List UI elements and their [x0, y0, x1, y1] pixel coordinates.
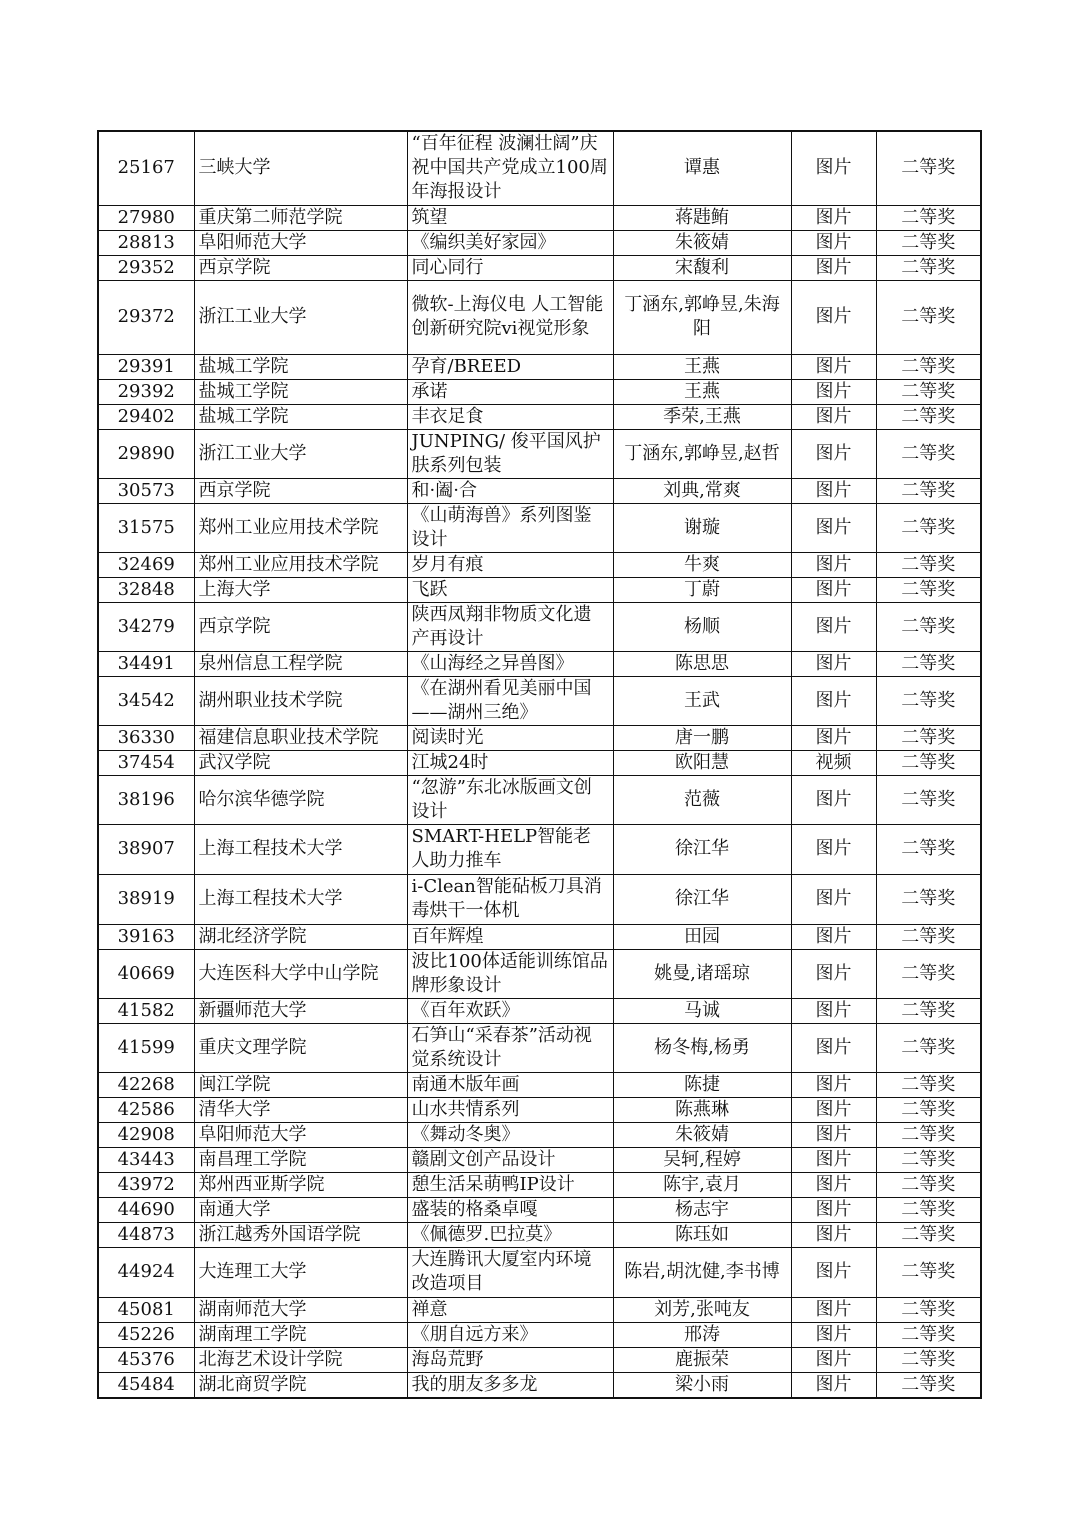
cell-award: 二等奖	[876, 651, 981, 676]
cell-work-type: 图片	[791, 1072, 876, 1097]
cell-school: 重庆文理学院	[194, 1023, 407, 1072]
cell-entry-id: 31575	[98, 503, 194, 552]
cell-authors: 王武	[613, 676, 791, 725]
cell-authors: 梁小雨	[613, 1372, 791, 1398]
cell-school: 郑州工业应用技术学院	[194, 552, 407, 577]
cell-entry-id: 44690	[98, 1197, 194, 1222]
cell-work-type: 图片	[791, 1322, 876, 1347]
cell-school: 清华大学	[194, 1097, 407, 1122]
cell-work-title: 陕西凤翔非物质文化遗产再设计	[407, 602, 613, 651]
table-row	[98, 1297, 981, 1322]
cell-award: 二等奖	[876, 1297, 981, 1322]
cell-work-title: 江城24时	[407, 750, 613, 775]
cell-school: 西京学院	[194, 478, 407, 503]
table-row	[98, 255, 981, 280]
cell-work-type: 图片	[791, 725, 876, 750]
cell-work-title: 赣剧文创产品设计	[407, 1147, 613, 1172]
cell-authors: 杨志宇	[613, 1197, 791, 1222]
cell-work-title: 我的朋友多多龙	[407, 1372, 613, 1398]
cell-award: 二等奖	[876, 230, 981, 255]
cell-award: 二等奖	[876, 1147, 981, 1172]
cell-work-title: 同心同行	[407, 255, 613, 280]
cell-work-title: JUNPING/ 俊平国风护肤系列包装	[407, 429, 613, 478]
cell-school: 浙江越秀外国语学院	[194, 1222, 407, 1247]
cell-award: 二等奖	[876, 1197, 981, 1222]
table-row	[98, 1197, 981, 1222]
cell-work-title: 岁月有痕	[407, 552, 613, 577]
table-row	[98, 1322, 981, 1347]
cell-work-title: 百年辉煌	[407, 924, 613, 949]
cell-authors: 鹿振荣	[613, 1347, 791, 1372]
cell-work-type: 图片	[791, 404, 876, 429]
cell-work-title: 《佩德罗.巴拉莫》	[407, 1222, 613, 1247]
cell-authors: 刘芳,张吨友	[613, 1297, 791, 1322]
cell-authors: 丁蔚	[613, 577, 791, 602]
cell-entry-id: 38919	[98, 874, 194, 924]
cell-authors: 谭惠	[613, 131, 791, 205]
cell-school: 阜阳师范大学	[194, 1122, 407, 1147]
cell-entry-id: 41599	[98, 1023, 194, 1072]
cell-work-type: 图片	[791, 676, 876, 725]
cell-award: 二等奖	[876, 1322, 981, 1347]
cell-entry-id: 44873	[98, 1222, 194, 1247]
cell-work-title: 微软-上海仪电 人工智能创新研究院vi视觉形象	[407, 280, 613, 354]
table-row	[98, 280, 981, 354]
table-row	[98, 1023, 981, 1072]
table-row	[98, 1372, 981, 1398]
cell-school: 大连医科大学中山学院	[194, 949, 407, 998]
cell-authors: 陈捷	[613, 1072, 791, 1097]
cell-authors: 陈岩,胡沈健,李书博	[613, 1247, 791, 1297]
cell-work-type: 图片	[791, 824, 876, 874]
table-row	[98, 503, 981, 552]
cell-entry-id: 29372	[98, 280, 194, 354]
cell-entry-id: 29392	[98, 379, 194, 404]
table-row	[98, 775, 981, 824]
cell-work-title: 飞跃	[407, 577, 613, 602]
cell-work-type: 图片	[791, 949, 876, 998]
cell-work-type: 图片	[791, 1122, 876, 1147]
table-row	[98, 429, 981, 478]
cell-work-title: 憩生活呆萌鸭IP设计	[407, 1172, 613, 1197]
table-row	[98, 205, 981, 230]
cell-work-type: 图片	[791, 255, 876, 280]
cell-award: 二等奖	[876, 602, 981, 651]
cell-work-title: 丰衣足食	[407, 404, 613, 429]
cell-work-type: 图片	[791, 1247, 876, 1297]
cell-entry-id: 32848	[98, 577, 194, 602]
cell-entry-id: 41582	[98, 998, 194, 1023]
cell-award: 二等奖	[876, 478, 981, 503]
cell-award: 二等奖	[876, 354, 981, 379]
cell-award: 二等奖	[876, 429, 981, 478]
cell-authors: 徐江华	[613, 874, 791, 924]
cell-entry-id: 43443	[98, 1147, 194, 1172]
cell-entry-id: 25167	[98, 131, 194, 205]
cell-work-title: i-Clean智能砧板刀具消毒烘干一体机	[407, 874, 613, 924]
table-row	[98, 1072, 981, 1097]
cell-school: 阜阳师范大学	[194, 230, 407, 255]
cell-award: 二等奖	[876, 255, 981, 280]
cell-work-type: 图片	[791, 602, 876, 651]
cell-work-type: 图片	[791, 1297, 876, 1322]
cell-award: 二等奖	[876, 824, 981, 874]
cell-work-type: 图片	[791, 354, 876, 379]
table-row	[98, 230, 981, 255]
cell-authors: 谢璇	[613, 503, 791, 552]
cell-authors: 范薇	[613, 775, 791, 824]
cell-work-type: 图片	[791, 1097, 876, 1122]
cell-work-title: 《在湖州看见美丽中国——湖州三绝》	[407, 676, 613, 725]
cell-award: 二等奖	[876, 131, 981, 205]
cell-school: 西京学院	[194, 255, 407, 280]
cell-school: 湖南师范大学	[194, 1297, 407, 1322]
cell-school: 上海工程技术大学	[194, 824, 407, 874]
cell-award: 二等奖	[876, 280, 981, 354]
table-row	[98, 824, 981, 874]
cell-entry-id: 29890	[98, 429, 194, 478]
cell-award: 二等奖	[876, 1172, 981, 1197]
table-row	[98, 651, 981, 676]
cell-school: 南昌理工学院	[194, 1147, 407, 1172]
cell-award: 二等奖	[876, 1347, 981, 1372]
table-row	[98, 676, 981, 725]
table-row	[98, 131, 981, 205]
cell-authors: 王燕	[613, 354, 791, 379]
cell-award: 二等奖	[876, 552, 981, 577]
cell-award: 二等奖	[876, 998, 981, 1023]
cell-entry-id: 45081	[98, 1297, 194, 1322]
cell-entry-id: 45484	[98, 1372, 194, 1398]
table-row	[98, 552, 981, 577]
table-row	[98, 1247, 981, 1297]
cell-award: 二等奖	[876, 1023, 981, 1072]
cell-work-type: 图片	[791, 1372, 876, 1398]
cell-entry-id: 32469	[98, 552, 194, 577]
cell-entry-id: 40669	[98, 949, 194, 998]
cell-award: 二等奖	[876, 874, 981, 924]
cell-entry-id: 37454	[98, 750, 194, 775]
cell-work-title: 山水共情系列	[407, 1097, 613, 1122]
cell-award: 二等奖	[876, 949, 981, 998]
cell-award: 二等奖	[876, 1247, 981, 1297]
table-row	[98, 1122, 981, 1147]
cell-school: 盐城工学院	[194, 404, 407, 429]
cell-work-type: 图片	[791, 651, 876, 676]
table-row	[98, 404, 981, 429]
cell-authors: 欧阳慧	[613, 750, 791, 775]
cell-school: 重庆第二师范学院	[194, 205, 407, 230]
cell-work-title: 承诺	[407, 379, 613, 404]
cell-work-type: 图片	[791, 429, 876, 478]
cell-work-title: 《编织美好家园》	[407, 230, 613, 255]
cell-award: 二等奖	[876, 775, 981, 824]
cell-school: 哈尔滨华德学院	[194, 775, 407, 824]
cell-award: 二等奖	[876, 1222, 981, 1247]
cell-school: 南通大学	[194, 1197, 407, 1222]
cell-authors: 杨冬梅,杨勇	[613, 1023, 791, 1072]
table-row	[98, 1172, 981, 1197]
cell-work-type: 图片	[791, 205, 876, 230]
cell-authors: 吴轲,程婷	[613, 1147, 791, 1172]
cell-entry-id: 43972	[98, 1172, 194, 1197]
cell-work-title: 石笋山“采春茶”活动视觉系统设计	[407, 1023, 613, 1072]
cell-work-title: 阅读时光	[407, 725, 613, 750]
cell-entry-id: 42908	[98, 1122, 194, 1147]
cell-school: 湖南理工学院	[194, 1322, 407, 1347]
cell-work-type: 图片	[791, 1197, 876, 1222]
cell-school: 盐城工学院	[194, 354, 407, 379]
cell-authors: 马诚	[613, 998, 791, 1023]
cell-award: 二等奖	[876, 1072, 981, 1097]
cell-work-title: 孕育/BREED	[407, 354, 613, 379]
table-row	[98, 1147, 981, 1172]
cell-school: 浙江工业大学	[194, 280, 407, 354]
cell-work-title: 波比100体适能训练馆品牌形象设计	[407, 949, 613, 998]
cell-school: 郑州工业应用技术学院	[194, 503, 407, 552]
cell-award: 二等奖	[876, 577, 981, 602]
cell-authors: 姚曼,诸瑶琼	[613, 949, 791, 998]
cell-work-title: 《百年欢跃》	[407, 998, 613, 1023]
cell-work-type: 图片	[791, 131, 876, 205]
cell-authors: 陈珏如	[613, 1222, 791, 1247]
cell-work-type: 图片	[791, 577, 876, 602]
table-row	[98, 924, 981, 949]
table-row	[98, 949, 981, 998]
cell-work-type: 视频	[791, 750, 876, 775]
cell-entry-id: 27980	[98, 205, 194, 230]
cell-authors: 田园	[613, 924, 791, 949]
table-row	[98, 354, 981, 379]
cell-entry-id: 36330	[98, 725, 194, 750]
cell-authors: 季荣,王燕	[613, 404, 791, 429]
cell-award: 二等奖	[876, 379, 981, 404]
cell-work-type: 图片	[791, 552, 876, 577]
cell-work-type: 图片	[791, 230, 876, 255]
cell-award: 二等奖	[876, 924, 981, 949]
cell-entry-id: 34542	[98, 676, 194, 725]
cell-entry-id: 45226	[98, 1322, 194, 1347]
cell-work-title: 《朋自远方来》	[407, 1322, 613, 1347]
cell-entry-id: 38907	[98, 824, 194, 874]
cell-authors: 唐一鹏	[613, 725, 791, 750]
cell-entry-id: 34279	[98, 602, 194, 651]
cell-work-title: 禅意	[407, 1297, 613, 1322]
cell-award: 二等奖	[876, 1122, 981, 1147]
cell-award: 二等奖	[876, 205, 981, 230]
cell-authors: 王燕	[613, 379, 791, 404]
cell-work-title: 和·阖·合	[407, 478, 613, 503]
cell-school: 新疆师范大学	[194, 998, 407, 1023]
cell-work-title: “忽游”东北冰版画文创设计	[407, 775, 613, 824]
table-row	[98, 1097, 981, 1122]
cell-work-type: 图片	[791, 379, 876, 404]
cell-entry-id: 30573	[98, 478, 194, 503]
cell-school: 湖州职业技术学院	[194, 676, 407, 725]
cell-authors: 徐江华	[613, 824, 791, 874]
cell-school: 西京学院	[194, 602, 407, 651]
cell-work-title: SMART-HELP智能老人助力推车	[407, 824, 613, 874]
cell-award: 二等奖	[876, 404, 981, 429]
cell-school: 泉州信息工程学院	[194, 651, 407, 676]
cell-authors: 陈思思	[613, 651, 791, 676]
cell-school: 盐城工学院	[194, 379, 407, 404]
cell-school: 湖北商贸学院	[194, 1372, 407, 1398]
cell-authors: 宋馥利	[613, 255, 791, 280]
cell-work-type: 图片	[791, 280, 876, 354]
cell-entry-id: 29352	[98, 255, 194, 280]
table-row	[98, 998, 981, 1023]
cell-school: 北海艺术设计学院	[194, 1347, 407, 1372]
cell-authors: 陈宇,袁月	[613, 1172, 791, 1197]
cell-authors: 朱筱婧	[613, 1122, 791, 1147]
cell-entry-id: 39163	[98, 924, 194, 949]
cell-work-title: 筑望	[407, 205, 613, 230]
cell-award: 二等奖	[876, 1097, 981, 1122]
awards-table-body	[98, 131, 981, 1398]
cell-school: 武汉学院	[194, 750, 407, 775]
cell-work-type: 图片	[791, 874, 876, 924]
cell-award: 二等奖	[876, 503, 981, 552]
cell-work-title: 《山海经之异兽图》	[407, 651, 613, 676]
cell-entry-id: 38196	[98, 775, 194, 824]
cell-school: 上海大学	[194, 577, 407, 602]
cell-entry-id: 42268	[98, 1072, 194, 1097]
table-row	[98, 725, 981, 750]
cell-work-type: 图片	[791, 924, 876, 949]
cell-entry-id: 34491	[98, 651, 194, 676]
cell-entry-id: 28813	[98, 230, 194, 255]
cell-school: 浙江工业大学	[194, 429, 407, 478]
cell-authors: 丁涵东,郭峥昱,赵哲	[613, 429, 791, 478]
table-row	[98, 750, 981, 775]
table-row	[98, 602, 981, 651]
cell-school: 上海工程技术大学	[194, 874, 407, 924]
cell-work-title: 《山萌海兽》系列图鉴设计	[407, 503, 613, 552]
cell-authors: 邢涛	[613, 1322, 791, 1347]
cell-authors: 陈燕琳	[613, 1097, 791, 1122]
cell-work-type: 图片	[791, 478, 876, 503]
cell-work-type: 图片	[791, 1347, 876, 1372]
cell-school: 湖北经济学院	[194, 924, 407, 949]
table-row	[98, 379, 981, 404]
cell-work-title: 《舞动冬奥》	[407, 1122, 613, 1147]
cell-entry-id: 44924	[98, 1247, 194, 1297]
cell-authors: 蒋韪鲔	[613, 205, 791, 230]
cell-authors: 刘典,常爽	[613, 478, 791, 503]
cell-school: 闽江学院	[194, 1072, 407, 1097]
cell-work-title: “百年征程 波澜壮阔”庆祝中国共产党成立100周年海报设计	[407, 131, 613, 205]
cell-school: 福建信息职业技术学院	[194, 725, 407, 750]
awards-table	[97, 130, 982, 1399]
cell-award: 二等奖	[876, 750, 981, 775]
cell-work-title: 南通木版年画	[407, 1072, 613, 1097]
cell-work-title: 盛装的格桑卓嘎	[407, 1197, 613, 1222]
cell-authors: 牛爽	[613, 552, 791, 577]
cell-work-title: 海岛荒野	[407, 1347, 613, 1372]
cell-work-type: 图片	[791, 1222, 876, 1247]
cell-award: 二等奖	[876, 1372, 981, 1398]
cell-work-type: 图片	[791, 1023, 876, 1072]
table-row	[98, 1222, 981, 1247]
cell-authors: 丁涵东,郭峥昱,朱海阳	[613, 280, 791, 354]
cell-school: 大连理工大学	[194, 1247, 407, 1297]
cell-entry-id: 42586	[98, 1097, 194, 1122]
cell-entry-id: 29402	[98, 404, 194, 429]
table-row	[98, 1347, 981, 1372]
cell-work-type: 图片	[791, 998, 876, 1023]
cell-authors: 杨顺	[613, 602, 791, 651]
cell-entry-id: 29391	[98, 354, 194, 379]
cell-work-type: 图片	[791, 1172, 876, 1197]
cell-school: 三峡大学	[194, 131, 407, 205]
cell-work-type: 图片	[791, 1147, 876, 1172]
cell-school: 郑州西亚斯学院	[194, 1172, 407, 1197]
table-row	[98, 874, 981, 924]
cell-work-title: 大连腾讯大厦室内环境改造项目	[407, 1247, 613, 1297]
table-row	[98, 577, 981, 602]
cell-entry-id: 45376	[98, 1347, 194, 1372]
cell-work-type: 图片	[791, 775, 876, 824]
cell-award: 二等奖	[876, 725, 981, 750]
cell-award: 二等奖	[876, 676, 981, 725]
cell-authors: 朱筱婧	[613, 230, 791, 255]
table-row	[98, 478, 981, 503]
cell-work-type: 图片	[791, 503, 876, 552]
